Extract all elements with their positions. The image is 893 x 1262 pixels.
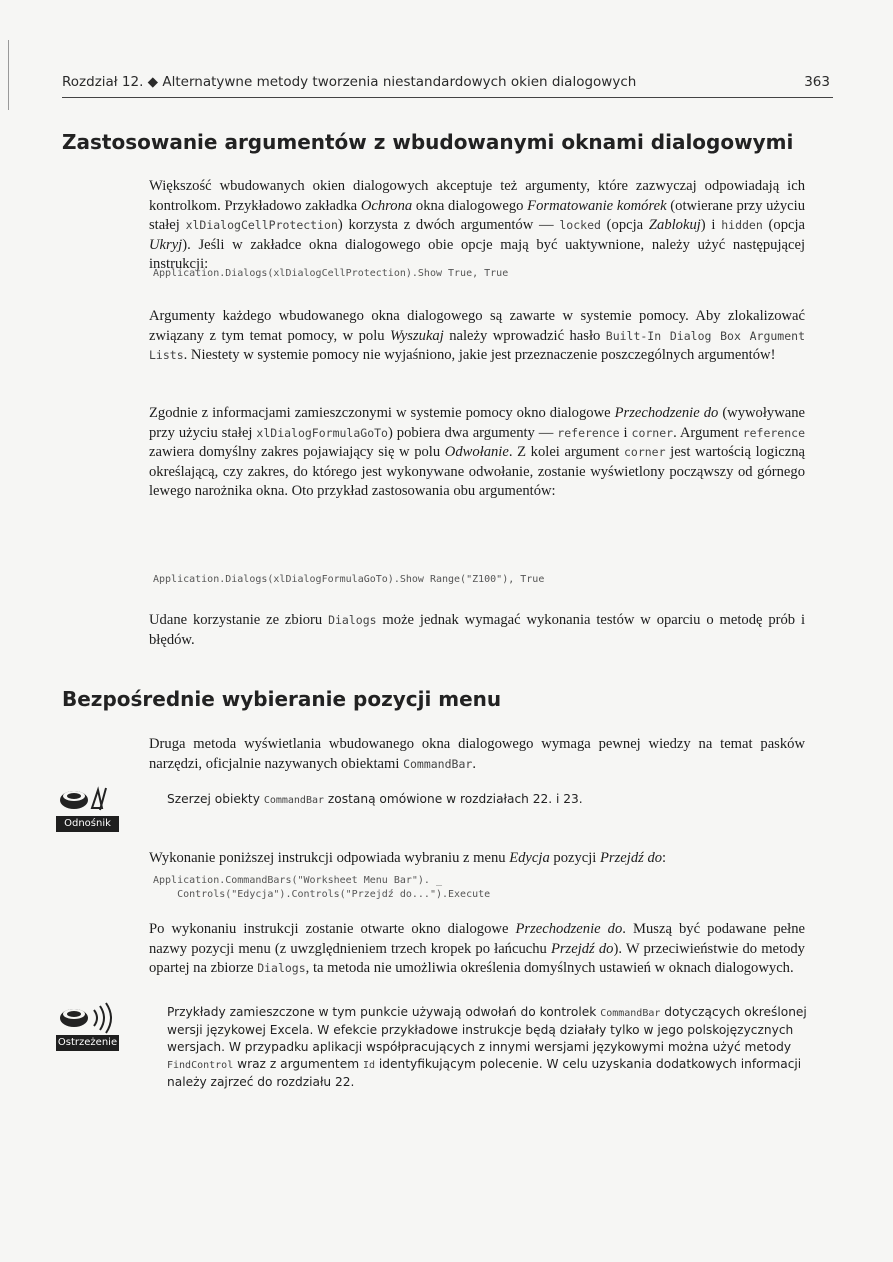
paragraph: Udane korzystanie ze zbioru Dialogs może jednak wymagać wykonania testów w oparciu o metodę prób i błędów. <box>149 612 806 648</box>
paragraph: Druga metoda wyświetlania wbudowanego okna dialogowego wymaga pewnej wiedzy na temat pasków narzędzi, oficjalnie nazywanych obiektami CommandBar. <box>149 736 805 772</box>
reference-note-text: Szerzej obiekty CommandBar zostaną omówione w rozdziałach 22. i 23. <box>167 792 583 806</box>
paragraph: Po wykonaniu instrukcji zostanie otwarte okno dialogowe Przechodzenie do. Muszą być podawane pełne nazwy pozycji menu (z uwzględnieniem trzech kropek po łańcuchu Przejdź do). W przeciwieństwie do metody opartej na zbiorze Dialogs, ta metoda nie umożliwia określenia domyślnych ustawień w oknach dialogowych. <box>149 921 805 976</box>
code-sample-formula-goto: Application.Dialogs(xlDialogFormulaGoTo).Show Range("Z100"), True <box>153 574 545 585</box>
section-heading-arguments: Zastosowanie argumentów z wbudowanymi oknami dialogowymi <box>62 130 794 154</box>
paragraph: Zgodnie z informacjami zamieszczonymi w systemie pomocy okno dialogowe Przechodzenie do (wywoływane przy użyciu stałej xlDialogFormulaGoTo) pobiera dwa argumenty — reference i corner. Argument reference zawiera domyślny zakres pojawiający się w polu Odwołanie. Z kolei argument corner jest wartością logiczną określającą, czy zakres, do którego jest wykonywane odwołanie, zostanie wyświetlony począwszy od górnego lewego narożnika okna. Oto przykład zastosowania obu argumentów: <box>149 405 806 499</box>
running-header <box>62 74 830 90</box>
warning-note-label: Ostrzeżenie <box>56 1035 119 1051</box>
paragraph: Argumenty każdego wbudowanego okna dialogowego są zawarte w systemie pomocy. Aby zlokalizować związany z tym temat pomocy, w polu Wyszukaj należy wprowadzić hasło Built-In Dialog Box Argument Lists. Niestety w systemie pomocy nie wyjaśniono, jakie jest przeznaczenie poszczególnych argumentów! <box>149 308 806 363</box>
paragraph: Wykonanie poniższej instrukcji odpowiada wybraniu z menu Edycja pozycji Przejdź do: <box>149 850 667 866</box>
page-number: 363 <box>804 74 830 90</box>
scan-margin-mark <box>8 40 9 110</box>
warning-note-text: Przykłady zamieszczone w tym punkcie używają odwołań do kontrolek CommandBar dotyczących określonej wersji językowej Excela. W efekcie przykładowe instrukcje będą działały tylko w jego polskojęzycznych wersjach. W przypadku aplikacji współpracujących z innymi wersjami językowymi można użyć metody FindControl wraz z argumentem Id identyfikującym polecenie. W celu uzyskania dodatkowych informacji należy zajrzeć do rozdziału 22. <box>167 1005 807 1089</box>
code-sample-cell-protection: Application.Dialogs(xlDialogCellProtection).Show True, True <box>153 268 509 279</box>
paragraph: Większość wbudowanych okien dialogowych akceptuje też argumenty, które zazwyczaj odpowiadają ich kontrolkom. Przykładowo zakładka Ochrona okna dialogowego Formatowanie komórek (otwierane przy użyciu stałej xlDialogCellProtection) korzysta z dwóch argumentów — locked (opcja Zablokuj) i hidden (opcja Ukryj). Jeśli w zakładce okna dialogowego obie opcje mają być uaktywnione, należy użyć następującej instrukcji: <box>149 178 806 272</box>
chapter-title: Rozdział 12. ◆ Alternatywne metody tworzenia niestandardowych okien dialogowych <box>62 74 637 90</box>
header-rule <box>62 97 833 98</box>
reference-note-label: Odnośnik <box>56 816 119 832</box>
code-sample-commandbars: Application.CommandBars("Worksheet Menu Bar"). _ Controls("Edycja").Controls("Przejdź do...").Execute <box>153 875 491 900</box>
section-heading-menu: Bezpośrednie wybieranie pozycji menu <box>62 687 502 711</box>
